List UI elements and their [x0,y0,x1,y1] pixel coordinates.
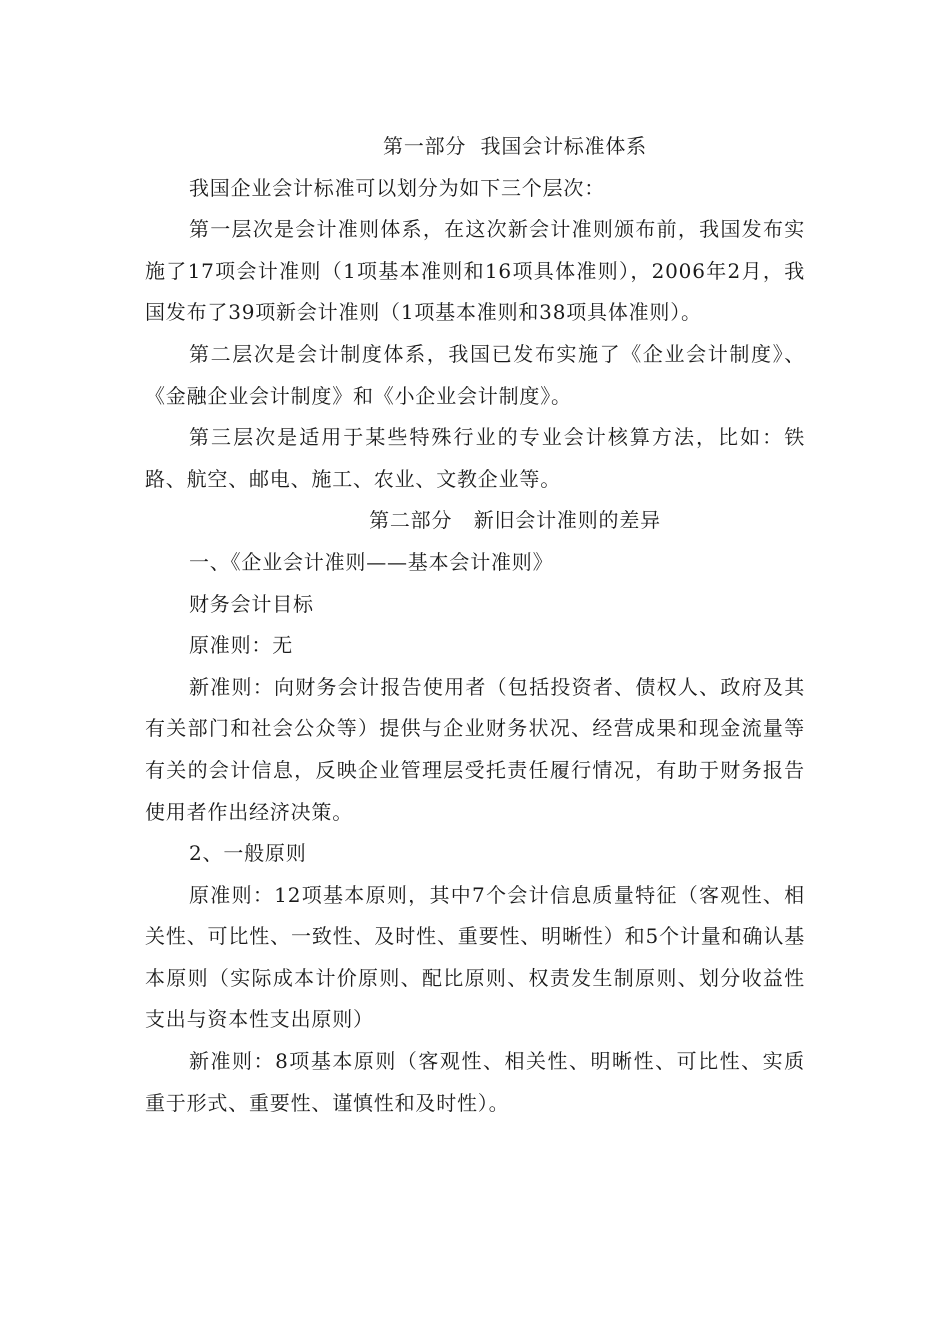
part2-subheading-objective: 财务会计目标 [189,591,314,616]
part1-paragraph-level3: 第三层次是适用于某些特殊行业的专业会计核算方法，比如：铁路、航空、邮电、施工、农业、文教企业等。 [145,425,805,491]
part1-title: 第一部分 我国会计标准体系 [383,134,647,158]
part1-paragraph-intro: 我国企业会计标准可以划分为如下三个层次： [189,175,605,200]
part2-new-objective: 新准则：向财务会计报告使用者（包括投资者、债权人、政府及其有关部门和社会公众等）提供与企业财务状况、经营成果和现金流量等有关的会计信息，反映企业管理层受托责任履行情况，有助于财务报告使用者作出经济决策。 [145,674,805,824]
document-page [145,126,805,1124]
part1-paragraph-level1: 第一层次是会计准则体系，在这次新会计准则颁布前，我国发布实施了17项会计准则（1项基本准则和16项具体准则），2006年2月，我国发布了39项新会计准则（1项基本准则和38项具体准则）。 [145,217,805,325]
part2-old-principles: 原准则：12项基本原则，其中7个会计信息质量特征（客观性、相关性、可比性、一致性、及时性、重要性、明晰性）和5个计量和确认基本原则（实际成本计价原则、配比原则、权责发生制原则、划分收益性支出与资本性支出原则） [145,882,805,1032]
part2-new-principles: 新准则：8项基本原则（客观性、相关性、明晰性、可比性、实质重于形式、重要性、谨慎性和及时性）。 [145,1049,805,1115]
part1-paragraph-level2: 第二层次是会计制度体系，我国已发布实施了《企业会计制度》、《金融企业会计制度》和《小企业会计制度》。 [145,341,805,408]
part2-title: 第二部分 新旧会计准则的差异 [369,508,661,533]
part2-section-heading: 一、《企业会计准则——基本会计准则》 [189,549,554,574]
part2-old-objective: 原准则：无 [189,633,293,658]
part2-subheading-principles: 2、一般原则 [189,841,307,866]
